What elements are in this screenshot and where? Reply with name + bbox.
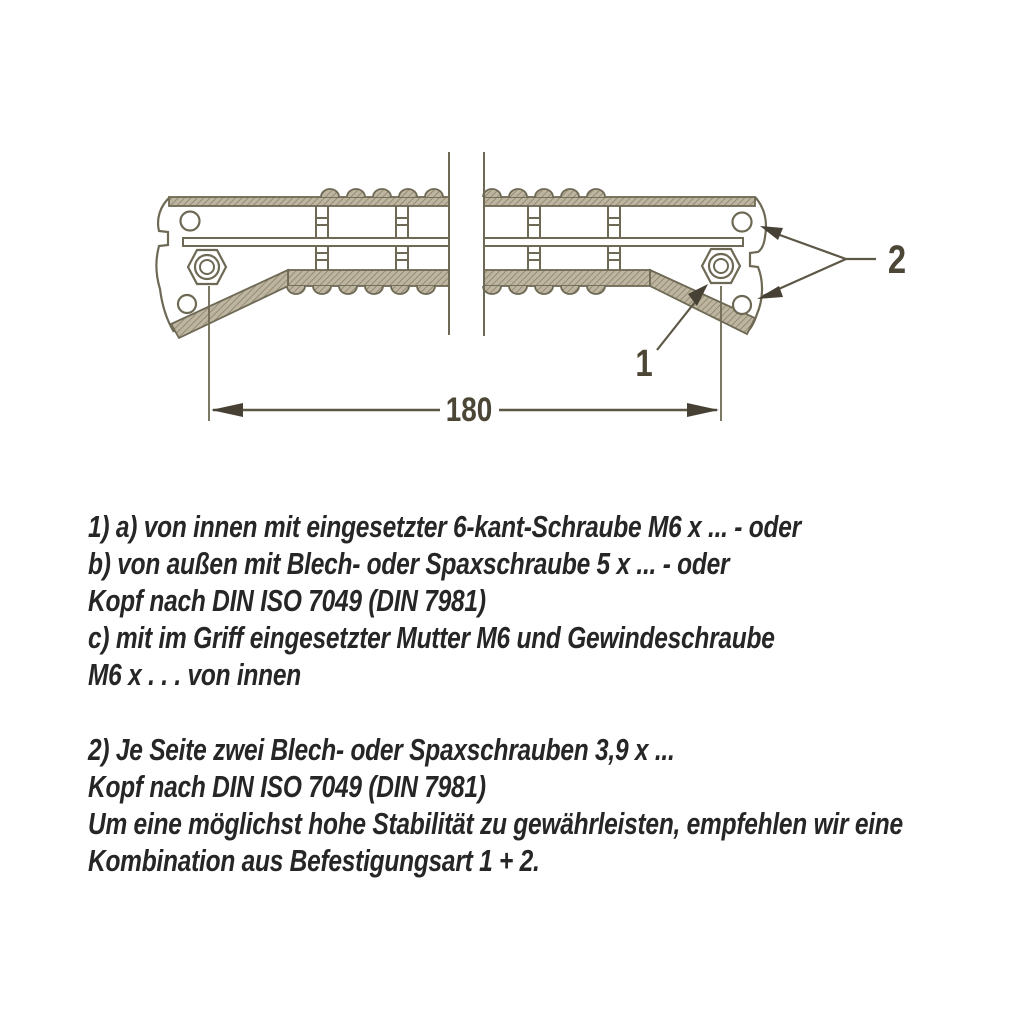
screw-hole-top-right [733, 213, 752, 232]
screw-hole-bottom-left [178, 295, 196, 313]
note-line: 1) a) von innen mit eingesetzter 6-kant-Schraube M6 x ... - oder [88, 509, 801, 544]
top-rail-right [484, 197, 755, 206]
dimension-arrow-right [687, 403, 719, 417]
top-knurl-bumps [321, 189, 605, 197]
callout-2-label: 2 [887, 236, 907, 282]
hex-nut-left [188, 250, 226, 284]
hex-nut-right [702, 249, 740, 283]
callout-2-arrowhead-upper [760, 226, 783, 240]
callout-1 [635, 284, 708, 385]
middle-rail-left [183, 238, 449, 246]
screw-hole-top-left [181, 212, 200, 231]
note-line: 2) Je Seite zwei Blech- oder Spaxschrauben 3,9 x ... [88, 732, 675, 767]
note-block-2 [88, 731, 1024, 879]
note-line: Um eine möglichst hohe Stabilität zu gewährleisten, empfehlen wir eine [88, 806, 903, 841]
note-block-1 [88, 508, 990, 693]
screw-hole-bottom-right [733, 296, 751, 314]
note-line: M6 x . . . von innen [88, 657, 301, 692]
middle-rail-right [484, 238, 743, 246]
dimension-arrow-left [211, 403, 243, 417]
note-line: Kopf nach DIN ISO 7049 (DIN 7981) [88, 583, 486, 618]
bottom-knurl-bumps [287, 286, 605, 294]
note-line: Kopf nach DIN ISO 7049 (DIN 7981) [88, 769, 486, 804]
left-end-cap-outline [156, 197, 174, 332]
bottom-rail-right [484, 270, 650, 286]
handle-profile [156, 152, 766, 338]
break-lines [449, 152, 484, 336]
note-line: Kombination aus Befestigungsart 1 + 2. [88, 843, 540, 878]
technical-drawing [0, 0, 1024, 470]
note-line: b) von außen mit Blech- oder Spaxschraube 5 x ... - oder [88, 546, 730, 581]
note-line: c) mit im Griff eingesetzter Mutter M6 und Gewindeschraube [88, 620, 775, 655]
callout-1-label: 1 [635, 343, 653, 385]
dimension-value: 180 [445, 390, 493, 429]
top-rail-left [169, 197, 449, 206]
callout-2 [757, 226, 906, 299]
bottom-rail-left [288, 270, 449, 286]
